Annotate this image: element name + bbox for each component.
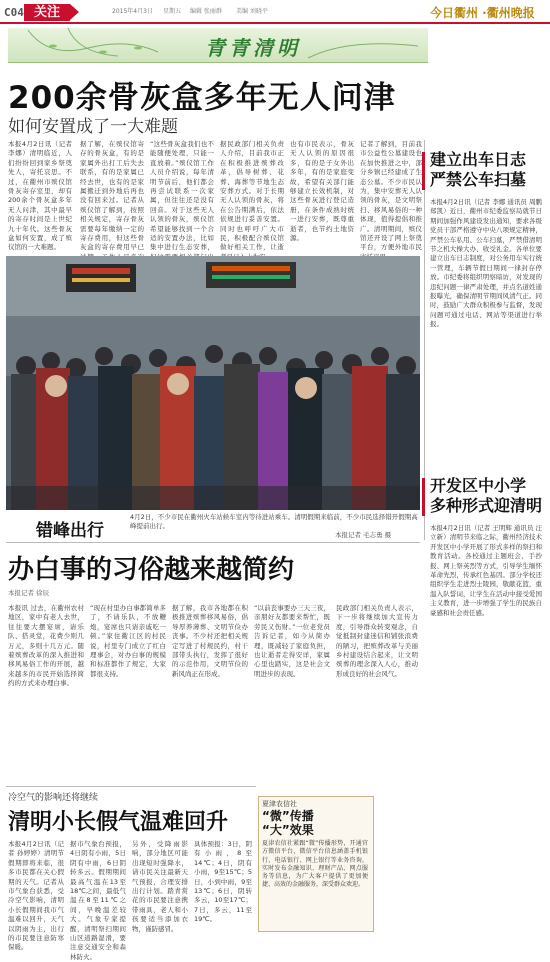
section-label: 关注 [24,4,70,21]
sidebar-story2-continued [378,796,542,926]
story2-column-1: 本报讯 过去，在衢州农村地区，家中有老人去世，往往要大摆宴席，请乐队、搭灵堂，花费少则几万元，多则十几万元。随着殡葬改革的深入推进和移风易俗工作的开展，越来越多的市民开始选择简约的方式来办理白事。 [8,604,84,688]
lead-column-1: 本报4月2日讯（记者 李娜）清明临近，人们纷纷回到家乡祭奠先人，寄托哀思。不过，在衢州市殡仪馆骨灰寄存室里，却有200余个骨灰盒多年无人问津，其中最早的寄存时间是上世纪九十年代。这些骨灰盒如何安置，成了殡仪馆的一大难题。 [8,140,72,252]
station-crowd-illustration [6,256,420,510]
sidebar-story2-text: 本报4月2日讯（记者 王明辉 通讯员 汪立新）清明节来临之际，衢州经济技术开发区中小学开展了形式多样的祭扫和教育活动。各校通过主题班会、手抄报、网上祭英烈等方式，引导学生缅怀革命先烈，传承红色基因。部分学校还组织学生走进烈士陵园，敬献花篮，重温入队誓词，让学生在活动中接受爱国主义教育，进一步增强了学生的民族自豪感和社会责任感。 [430,524,542,617]
sidebar-story1-text: 本报4月2日讯（记者 李娜 通讯员 周鹏 郑凯）近日，衢州市纪委监察局就节日期间加强作风建设发出通知，要求各级党员干部严格遵守中央八项规定精神，严禁公车私用、公车扫墓，严禁借清明节之机大操大办、收受礼金。各单位要建立出车日志制度，对公务用车实行统一管理，车辆节假日期间一律封存停放。市纪委将组织明察暗访，对发现的违纪问题一律严肃处理，并点名道姓通报曝光，确保清明节期间风清气正。同时，鼓励广大群众积极参与监督，发现问题可通过电话、网站等渠道进行举报。 [430,198,542,329]
lead-column-3: “这些骨灰盒我们也不能随便处理，只能一直放着。”殡仪馆工作人员介绍说，每年清明节前后，他们都会再尝试联系一次家属，但往往还是没有回音。对于这些无人认领的骨灰，殡仪馆希望能够找到一个合适的安置办法，比如集中进行生态安葬， [150,140,214,252]
masthead-rule [0,22,550,24]
story2-column-2: “现在村里办白事都简单多了，不请乐队，不放鞭炮，宴席也只请亲戚吃一顿。”家住衢江区的村民说，村里专门成立了红白理事会，对办白事的规模和标准都作了规定，大家都很支持。 [90,604,166,678]
advert-headline: “微”传播 “大”效果 [262,809,314,837]
story3-column-2: 据市气象台预报，4日阴有小雨，5日阴有中雨，6日阴转多云。假期期间最高气温在13至18℃之间，最低气温在8至11℃之间，早晚温差较大。气象专家提醒，清明祭扫期间山区道路湿滑，要注意交通安全和森林防火。 [70,840,126,961]
story3-column-4: 具体预报：3日，阴有小雨，8至14℃；4日，阴有小雨，9至15℃；5日，小到中雨，9至13℃；6日，阴转多云，10至17℃；7日，多云，11至19℃。 [194,840,252,924]
advert-text: 夏津农信社紧跟“微”传播形势，开通官方微信平台，微信平台信息涵盖手机银行、电话银行、网上银行等业务咨询，实时发布金融知识、理财产品、网点服务等信息，为广大客户提供了更加便捷、高效的金融服务，深受群众欢迎。 [262,840,368,889]
sidebar-story2-headline: 开发区中小学 多种形式迎清明 [430,476,543,515]
story3-column-1: 本报4月2日讯（记者 孙婷婷）清明节假期即将来临，很多市民都在关心假期的天气。记者从市气象台获悉，受冷空气影响，清明小长假期间我市气温难以回升，天气以阴雨为主，出行的市民要注意防寒保暖。 [8,840,64,952]
section-divider-2 [6,786,256,787]
story2-byline: 本报记者 徐辰 [8,589,50,597]
lead-headline: 200余骨灰盒多年无人问津 [8,80,396,116]
story2-column-3: 据了解，我市各地都在积极推进殡葬移风易俗，倡导厚养薄葬、文明节俭办丧事。不少村还把相关规定写进了村规民约，村干部带头执行，发挥了很好的示范作用，文明节俭的新风尚正在形成。 [172,604,248,678]
story2-headline: 办白事的习俗越来越简约 [8,555,295,585]
section-divider [6,542,420,543]
designer-credit: 美编 刘晓平 [236,8,268,15]
issue-date: 2015年4月3日 [112,8,153,15]
section-arrow-icon [70,4,79,20]
lead-column-4: 据民政部门相关负责人介绍，目前我市正在积极推进殡葬改革，倡导树葬、花葬、海葬等节地生态安葬方式。对于长期无人认领的骨灰，将在公告期满后，依法依规进行妥善安置。同时也呼吁广大市民，积极配合殡仪馆做好相关工作，让逝 [220,140,284,252]
sidebar-story1-headline: 建立出车日志 严禁公车扫墓 [430,150,527,189]
paper-brand-logo: 今日衢州 ·衢州晚报 [430,6,535,20]
photo-caption-text: 4月2日，不少市民在衢州火车站候车室内等待进站乘车。清明假期来临前，不少市民选择错开假期高峰提前出行。 [130,513,418,530]
story3-headline: 清明小长假气温难回升 [8,810,229,835]
lead-deck: 如何安置成了一大难题 [8,117,178,137]
advert-kicker: 夏津农信社 [262,800,297,808]
station-crowd-photo [6,256,420,510]
photo-caption-title: 错峰出行 [36,521,104,541]
story2-column-4: “以前丧事要办三天三夜，亲朋好友都要来帮忙，既劳民又伤财。”一位老党员告诉记者，如今从简办理，既减轻了家庭负担，也让逝者走得安详，家属心里也踏实，这是社会文明进步的表现。 [254,604,330,678]
issue-weekday: 星期五 [163,8,182,15]
story2-column-5: 民政部门相关负责人表示，下一步将继续加大宣传力度，引导群众转变观念，自觉抵制封建迷信和铺张浪费的陋习，把殡葬改革与美丽乡村建设结合起来，让文明殡葬的理念深入人心，推动形成良好的社会风气。 [336,604,418,678]
lead-column-6: 记者了解到，目前我市公益性公墓建设也在加快推进之中，部分乡镇已经建成了生态公墓。不少市民认为，集中安葬无人认领的骨灰，是文明祭扫、移风易俗的一种体现，值得提倡和推广。清明期间，殡仪馆还开设了网上祭奠平台，方便外地市民 [360,140,422,252]
topic-banner-title: 青青清明 [205,36,301,60]
photo-credit: 本报记者 毛志勇 摄 [335,531,392,539]
story3-kicker: 冷空气的影响还将继续 [8,793,99,803]
page-number: C04 [4,6,24,19]
sidebar-accent-bar-2 [422,478,425,516]
lead-column-2: 据了解，在殡仪馆寄存的骨灰盒，有的是家属外出打工后失去联系，有的是家属已经去世，也有的是家属搬迁到外地后再也没有回来过。记者从殡仪馆了解到，按照相关规定，寄存骨灰需要每年缴纳一定的寄存费用，但这些骨灰盒的寄存费用早已 [80,140,144,252]
lead-column-5: 也有市民表示，骨灰无人认领的原因很多，有的是子女外出多年，有的是家庭变故，希望有关部门能够建立长效机制，对这些骨灰进行登记造册，在条件成熟时统一进行安葬，既尊重逝者，也节约土地资源。 [290,140,354,243]
story3-column-3: 另外，受降雨影响，部分地区可能出现短时强降水，请市民关注最新天气预报，合理安排出行计划。踏青赏花的市民要注意携带雨具，老人和小孩要适当添加衣物，谨防感冒。 [132,840,188,933]
editor-credit: 编辑 张丽群 [190,8,222,15]
sidebar-accent-bar [422,152,425,190]
